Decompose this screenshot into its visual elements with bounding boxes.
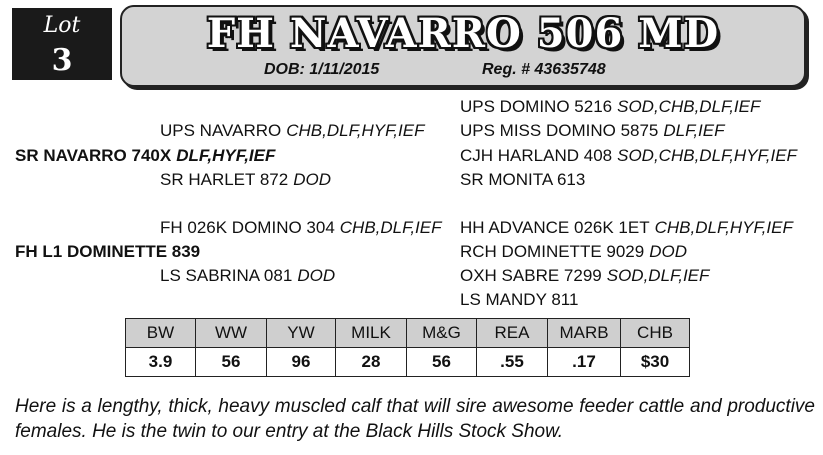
epd-value-cell: .17 (548, 348, 621, 377)
lot-description: Here is a lengthy, thick, heavy muscled calf that will sire awesome feeder cattle and productive females. He is the twin to our entry at the Black Hills Stock Show. (15, 396, 815, 442)
registration-number: Reg. # 43635748 (482, 61, 606, 78)
epd-header-cell: M&G (407, 319, 477, 348)
animal-name-title: FH NAVARRO 506 MD (206, 10, 720, 57)
epd-table (125, 318, 690, 377)
epd-value-cell: 56 (407, 348, 477, 377)
epd-value-row (126, 348, 690, 377)
epd-value-cell: .55 (477, 348, 548, 377)
pedigree-name: SR HARLET 872 (160, 170, 289, 189)
pedigree-tags: DOD (649, 242, 687, 261)
pedigree-name: LS SABRINA 081 (160, 266, 293, 285)
pedigree-sire (15, 145, 275, 167)
pedigree-name: OXH SABRE 7299 (460, 266, 602, 285)
pedigree-tags: SOD,CHB,DLF,IEF (617, 97, 761, 116)
lot-number: 3 (51, 43, 73, 78)
pedigree-tags: DLF,IEF (663, 121, 725, 140)
lot-badge (12, 8, 112, 80)
pedigree-dsd (460, 241, 687, 263)
pedigree-name: LS MANDY 811 (460, 290, 579, 309)
epd-header-cell: MARB (548, 319, 621, 348)
pedigree-tags: CHB,DLF,HYF,IEF (654, 218, 793, 237)
epd-value-cell: 96 (267, 348, 336, 377)
pedigree-tags: CHB,DLF,IEF (339, 218, 442, 237)
pedigree-name: SR NAVARRO 740X (15, 146, 172, 165)
pedigree-sdd (460, 169, 585, 191)
pedigree-tags: SOD,CHB,DLF,HYF,IEF (617, 146, 797, 165)
pedigree-tags: SOD,DLF,IEF (606, 266, 710, 285)
epd-header-cell: MILK (336, 319, 407, 348)
pedigree-name: FH 026K DOMINO 304 (160, 218, 335, 237)
epd-value-cell: 56 (196, 348, 267, 377)
pedigree-dds (460, 265, 709, 287)
pedigree-sire-dam (160, 169, 331, 191)
pedigree-name: HH ADVANCE 026K 1ET (460, 218, 650, 237)
pedigree-dam (15, 241, 200, 263)
pedigree-name: FH L1 DOMINETTE 839 (15, 242, 201, 261)
header-panel (120, 5, 806, 87)
epd-value-cell: 28 (336, 348, 407, 377)
lot-label: Lot (43, 13, 81, 38)
pedigree-sire-sire (160, 120, 424, 142)
pedigree-sds (460, 145, 797, 167)
epd-header-cell: BW (126, 319, 196, 348)
pedigree-dam-dam (160, 265, 335, 287)
pedigree-tags: DOD (293, 170, 331, 189)
pedigree-tags: DLF,HYF,IEF (176, 146, 276, 165)
pedigree-name: UPS MISS DOMINO 5875 (460, 121, 659, 140)
dob-text: DOB: 1/11/2015 (264, 61, 380, 78)
epd-header-cell: WW (196, 319, 267, 348)
epd-value-cell: 3.9 (126, 348, 196, 377)
pedigree-ddd (460, 289, 578, 311)
pedigree-name: UPS DOMINO 5216 (460, 97, 613, 116)
pedigree-ssd (460, 120, 724, 142)
pedigree-tags: CHB,DLF,HYF,IEF (286, 121, 425, 140)
epd-header-cell: YW (267, 319, 336, 348)
epd-header-cell: CHB (621, 319, 690, 348)
pedigree-dss (460, 217, 793, 239)
pedigree-tags: DOD (297, 266, 336, 285)
pedigree-name: RCH DOMINETTE 9029 (460, 242, 645, 261)
pedigree-sss (460, 96, 760, 118)
pedigree-dam-sire (160, 217, 442, 239)
pedigree-name: CJH HARLAND 408 (460, 146, 613, 165)
pedigree-name: UPS NAVARRO (160, 121, 282, 140)
pedigree-name: SR MONITA 613 (460, 170, 586, 189)
epd-header-cell: REA (477, 319, 548, 348)
epd-header-row (126, 319, 690, 348)
epd-value-cell: $30 (621, 348, 690, 377)
